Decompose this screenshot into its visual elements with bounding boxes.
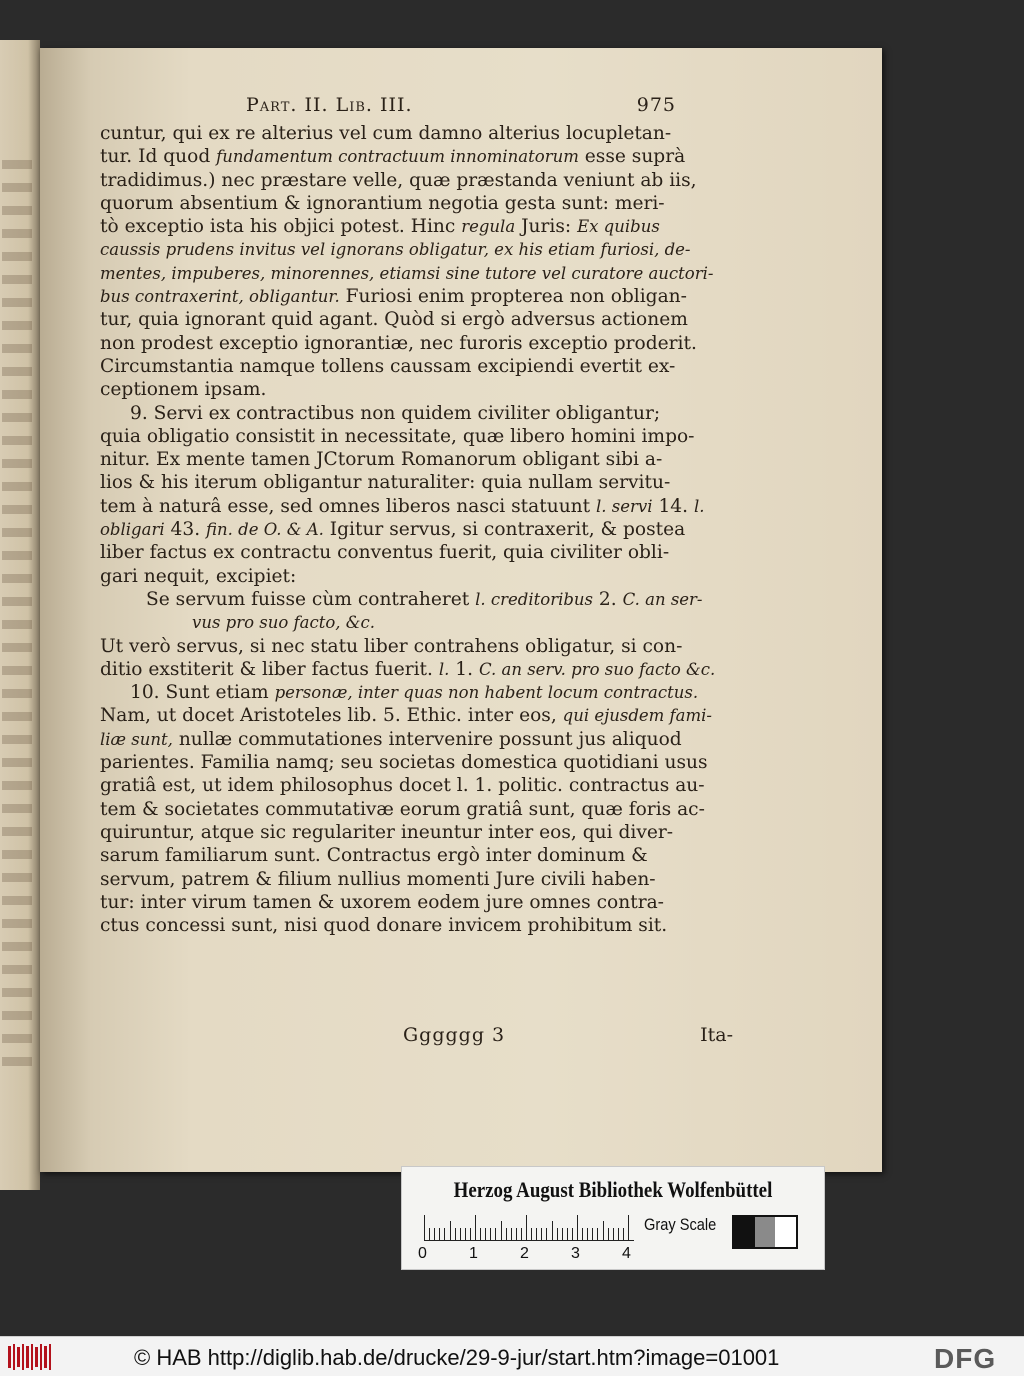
gray-scale-label: Gray Scale: [644, 1215, 717, 1234]
text-segment: tur: inter virum tamen & uxorem eodem jure omnes contra-: [100, 891, 664, 913]
prev-page-text-fragment: [2, 482, 32, 491]
prev-page-text-fragment: [2, 505, 32, 514]
ruler-tick: [628, 1215, 629, 1241]
text-line: [100, 728, 750, 751]
text-line: [100, 355, 750, 378]
prev-page-text-fragment: [2, 850, 32, 859]
ruler-number: 2: [520, 1245, 529, 1262]
prev-page-text-fragment: [2, 712, 32, 721]
prev-page-text-fragment: [2, 252, 32, 261]
prev-page-text-fragment: [2, 735, 32, 744]
ruler-number: 4: [622, 1245, 631, 1262]
ruler-tick: [490, 1228, 491, 1241]
text-segment: gratiâ est, ut idem philosophus docet l. 1. politic. contractus au-: [100, 775, 705, 797]
italic-segment: C. an ser-: [622, 589, 703, 609]
scale-ruler: [424, 1213, 634, 1241]
ruler-tick: [557, 1228, 558, 1241]
ruler-tick: [516, 1228, 517, 1241]
text-line: [100, 448, 750, 471]
ruler-tick: [526, 1215, 527, 1241]
italic-segment: C. an serv. pro suo facto &c.: [478, 659, 716, 679]
ruler-tick: [536, 1228, 537, 1241]
italic-segment: mentes, impuberes, minorennes, etiamsi sine tutore vel curatore auctori-: [100, 263, 714, 283]
header-title: Part. II. Lib. III.: [246, 94, 413, 116]
text-segment: tur. Id quod: [100, 146, 217, 168]
text-segment: ditio exstiterit & liber factus fuerit.: [100, 658, 439, 680]
page-footer: [403, 1024, 733, 1050]
prev-page-text-fragment: [2, 551, 32, 560]
prev-page-text-fragment: [2, 758, 32, 767]
text-segment: tur, quia ignorant quid agant. Quòd si ergò adversus actionem: [100, 309, 688, 331]
text-segment: gari nequit, excipiet:: [100, 565, 297, 587]
italic-segment: l.: [438, 659, 450, 679]
text-line: [100, 425, 750, 448]
ruler-tick: [541, 1228, 542, 1241]
body-text: [100, 122, 750, 937]
gray-scale-swatches: [732, 1215, 798, 1249]
prev-page-text-fragment: [2, 804, 32, 813]
italic-segment: caussis prudens invitus vel ignorans obligatur, ex his etiam furiosi, de-: [100, 240, 691, 260]
text-segment: 43.: [164, 519, 207, 541]
ruler-tick: [552, 1221, 553, 1241]
ruler-tick: [582, 1228, 583, 1241]
italic-segment: bus contraxerint, obligantur.: [100, 287, 340, 307]
text-segment: Se servum fuisse cùm contraheret: [146, 588, 476, 610]
text-line: [100, 681, 750, 704]
prev-page-text-fragment: [2, 574, 32, 583]
prev-page-text-fragment: [2, 459, 32, 468]
italic-segment: l. creditoribus: [475, 589, 594, 609]
text-line: [100, 541, 750, 564]
text-segment: tem & societates commutativæ eorum gratiâ sunt, quæ foris ac-: [100, 798, 705, 820]
prev-page-text-fragment: [2, 436, 32, 445]
catchword: Ita-: [700, 1024, 733, 1046]
prev-page-text-fragment: [2, 666, 32, 675]
text-segment: quiruntur, atque sic regulariter ineuntur inter eos, qui diver-: [100, 821, 673, 843]
prev-page-text-fragment: [2, 942, 32, 951]
text-line: [100, 611, 750, 634]
text-segment: lios & his iterum obligantur naturaliter: quia nullam servitu-: [100, 472, 671, 494]
prev-page-text-fragment: [2, 1011, 32, 1020]
ruler-tick: [562, 1228, 563, 1241]
text-segment: nitur. Ex mente tamen JCtorum Romanorum obligant sibi a-: [100, 449, 663, 471]
prev-page-text-fragment: [2, 275, 32, 284]
prev-page-text-fragment: [2, 344, 32, 353]
text-line: [100, 774, 750, 797]
text-segment: esse suprà: [578, 146, 686, 168]
text-segment: Igitur servus, si contraxerit, & postea: [323, 519, 686, 541]
text-segment: 9. Servi ex contractibus non quidem civiliter obligantur;: [130, 402, 661, 424]
text-line: [100, 262, 750, 285]
gray-swatch: [775, 1217, 796, 1247]
text-line: [100, 238, 750, 261]
ruler-tick: [546, 1228, 547, 1241]
prev-page-text-fragment: [2, 390, 32, 399]
text-line: [100, 821, 750, 844]
text-line: [100, 588, 750, 611]
ruler-tick: [618, 1228, 619, 1241]
text-segment: 1.: [449, 658, 479, 680]
ruler-tick: [501, 1221, 502, 1241]
ruler-tick: [424, 1215, 425, 1241]
ruler-tick: [434, 1228, 435, 1241]
prev-page-text-fragment: [2, 689, 32, 698]
text-segment: tradidimus.) nec præstare velle, quæ præstanda veniunt ab iis,: [100, 169, 697, 191]
italic-segment: fundamentum contractuum innominatorum: [216, 147, 579, 167]
previous-page-edge: [0, 40, 40, 1190]
text-segment: cuntur, qui ex re alterius vel cum damno alterius locupletan-: [100, 123, 672, 144]
text-line: [100, 914, 750, 937]
prev-page-text-fragment: [2, 183, 32, 192]
text-line: [100, 122, 750, 145]
text-line: [100, 658, 750, 681]
text-segment: tò exceptio ista his objici potest. Hinc: [100, 216, 462, 238]
ruler-tick: [572, 1228, 573, 1241]
text-line: [100, 308, 750, 331]
text-segment: 2.: [593, 588, 623, 610]
italic-segment: personæ, inter quas non habent locum contractus.: [274, 683, 699, 703]
prev-page-text-fragment: [2, 160, 32, 169]
ruler-number: 3: [571, 1245, 580, 1262]
text-line: [100, 402, 750, 425]
hab-barcode-icon: [8, 1344, 52, 1370]
ruler-tick: [506, 1228, 507, 1241]
text-segment: quorum absentium & ignorantium negotia gesta sunt: meri-: [100, 192, 665, 214]
ruler-numbers: [418, 1245, 648, 1265]
text-line: [100, 495, 750, 518]
ruler-tick: [623, 1228, 624, 1241]
prev-page-text-fragment: [2, 413, 32, 422]
text-segment: 10. Sunt etiam: [130, 682, 275, 704]
ruler-tick: [613, 1228, 614, 1241]
bottom-bar: [0, 1336, 1024, 1376]
ruler-tick: [465, 1228, 466, 1241]
text-segment: Juris:: [515, 216, 578, 238]
text-line: [100, 751, 750, 774]
signature-mark: Gggggg 3: [403, 1024, 506, 1046]
ruler-tick: [511, 1228, 512, 1241]
text-segment: parientes. Familia namq; seu societas domestica quotidiani usus: [100, 752, 708, 774]
text-line: [100, 215, 750, 238]
running-header: [246, 94, 676, 120]
ruler-tick: [439, 1228, 440, 1241]
ruler-tick: [567, 1228, 568, 1241]
ruler-tick: [603, 1221, 604, 1241]
text-line: [100, 192, 750, 215]
text-line: [100, 635, 750, 658]
ruler-tick: [587, 1228, 588, 1241]
text-segment: ctus concessi sunt, nisi quod donare invicem prohibitum sit.: [100, 915, 668, 937]
text-line: [100, 169, 750, 192]
text-segment: nullæ commutationes intervenire possunt jus aliquod: [172, 728, 682, 750]
ruler-number: 0: [418, 1245, 427, 1262]
ruler-tick: [475, 1215, 476, 1241]
ruler-tick: [450, 1221, 451, 1241]
text-segment: tem à naturâ esse, sed omnes liberos nasci statuunt: [100, 495, 597, 517]
italic-segment: Ex quibus: [577, 217, 660, 237]
gray-swatch: [734, 1217, 755, 1247]
ruler-tick: [531, 1228, 532, 1241]
ruler-tick: [495, 1228, 496, 1241]
prev-page-text-fragment: [2, 229, 32, 238]
prev-page-text-fragment: [2, 298, 32, 307]
text-line: [100, 891, 750, 914]
text-segment: non prodest exceptio ignorantiæ, nec furoris exceptio proderit.: [100, 332, 697, 354]
italic-segment: vus pro suo facto, &c.: [192, 613, 375, 633]
prev-page-text-fragment: [2, 1034, 32, 1043]
text-segment: Ut verò servus, si nec statu liber contrahens obligatur, si con-: [100, 635, 683, 657]
prev-page-text-fragment: [2, 988, 32, 997]
ruler-tick: [455, 1228, 456, 1241]
ruler-tick: [608, 1228, 609, 1241]
ruler-tick: [485, 1228, 486, 1241]
ruler-tick: [521, 1228, 522, 1241]
prev-page-text-fragment: [2, 827, 32, 836]
text-segment: servum, patrem & filium nullius momenti Jure civili haben-: [100, 868, 656, 890]
text-line: [100, 565, 750, 588]
prev-page-text-fragment: [2, 597, 32, 606]
ruler-tick: [597, 1228, 598, 1241]
page-number: 975: [636, 94, 676, 116]
text-line: [100, 844, 750, 867]
label-title: Herzog August Bibliothek Wolfenbüttel: [453, 1177, 773, 1202]
ruler-tick: [480, 1228, 481, 1241]
text-line: [100, 145, 750, 168]
prev-page-text-fragment: [2, 781, 32, 790]
scanned-page: [40, 48, 882, 1172]
dfg-logo: DFG: [934, 1343, 997, 1374]
text-line: [100, 868, 750, 891]
copyright-url[interactable]: © HAB http://diglib.hab.de/drucke/29-9-jur/start.htm?image=01001: [134, 1345, 780, 1370]
prev-page-text-fragment: [2, 873, 32, 882]
prev-page-text-fragment: [2, 367, 32, 376]
ruler-tick: [470, 1228, 471, 1241]
italic-segment: obligari: [100, 520, 165, 540]
library-label: [401, 1166, 825, 1270]
ruler-tick: [444, 1228, 445, 1241]
italic-segment: l.: [693, 496, 705, 516]
prev-page-text-fragment: [2, 528, 32, 537]
text-segment: quia obligatio consistit in necessitate, quæ libero homini impo-: [100, 425, 695, 447]
text-line: [100, 518, 750, 541]
prev-page-text-fragment: [2, 643, 32, 652]
ruler-number: 1: [469, 1245, 478, 1262]
gray-swatch: [755, 1217, 776, 1247]
italic-segment: l. servi: [596, 496, 653, 516]
text-segment: sarum familiarum sunt. Contractus ergò inter dominum &: [100, 845, 648, 867]
prev-page-text-fragment: [2, 896, 32, 905]
ruler-tick: [460, 1228, 461, 1241]
ruler-tick: [577, 1215, 578, 1241]
text-segment: Circumstantia namque tollens caussam excipiendi evertit ex-: [100, 355, 676, 377]
prev-page-text-fragment: [2, 965, 32, 974]
text-line: [100, 704, 750, 727]
italic-segment: qui ejusdem fami-: [562, 706, 712, 726]
prev-page-text-fragment: [2, 1057, 32, 1066]
text-line: [100, 471, 750, 494]
text-line: [100, 332, 750, 355]
prev-page-text-fragment: [2, 321, 32, 330]
ruler-tick: [429, 1228, 430, 1241]
prev-page-text-fragment: [2, 620, 32, 629]
text-segment: liber factus ex contractu conventus fuerit, quia civiliter obli-: [100, 542, 670, 564]
text-line: [100, 798, 750, 821]
text-segment: Furiosi enim propterea non obligan-: [339, 286, 687, 308]
text-segment: Nam, ut docet Aristoteles lib. 5. Ethic. inter eos,: [100, 705, 563, 727]
italic-segment: regula: [461, 217, 516, 237]
text-line: [100, 285, 750, 308]
prev-page-text-fragment: [2, 919, 32, 928]
italic-segment: fin. de O. & A.: [206, 520, 324, 540]
italic-segment: liæ sunt,: [100, 729, 173, 749]
text-segment: 14.: [652, 495, 694, 517]
prev-page-text-fragment: [2, 206, 32, 215]
text-segment: ceptionem ipsam.: [100, 379, 267, 401]
ruler-tick: [592, 1228, 593, 1241]
text-line: [100, 378, 750, 401]
